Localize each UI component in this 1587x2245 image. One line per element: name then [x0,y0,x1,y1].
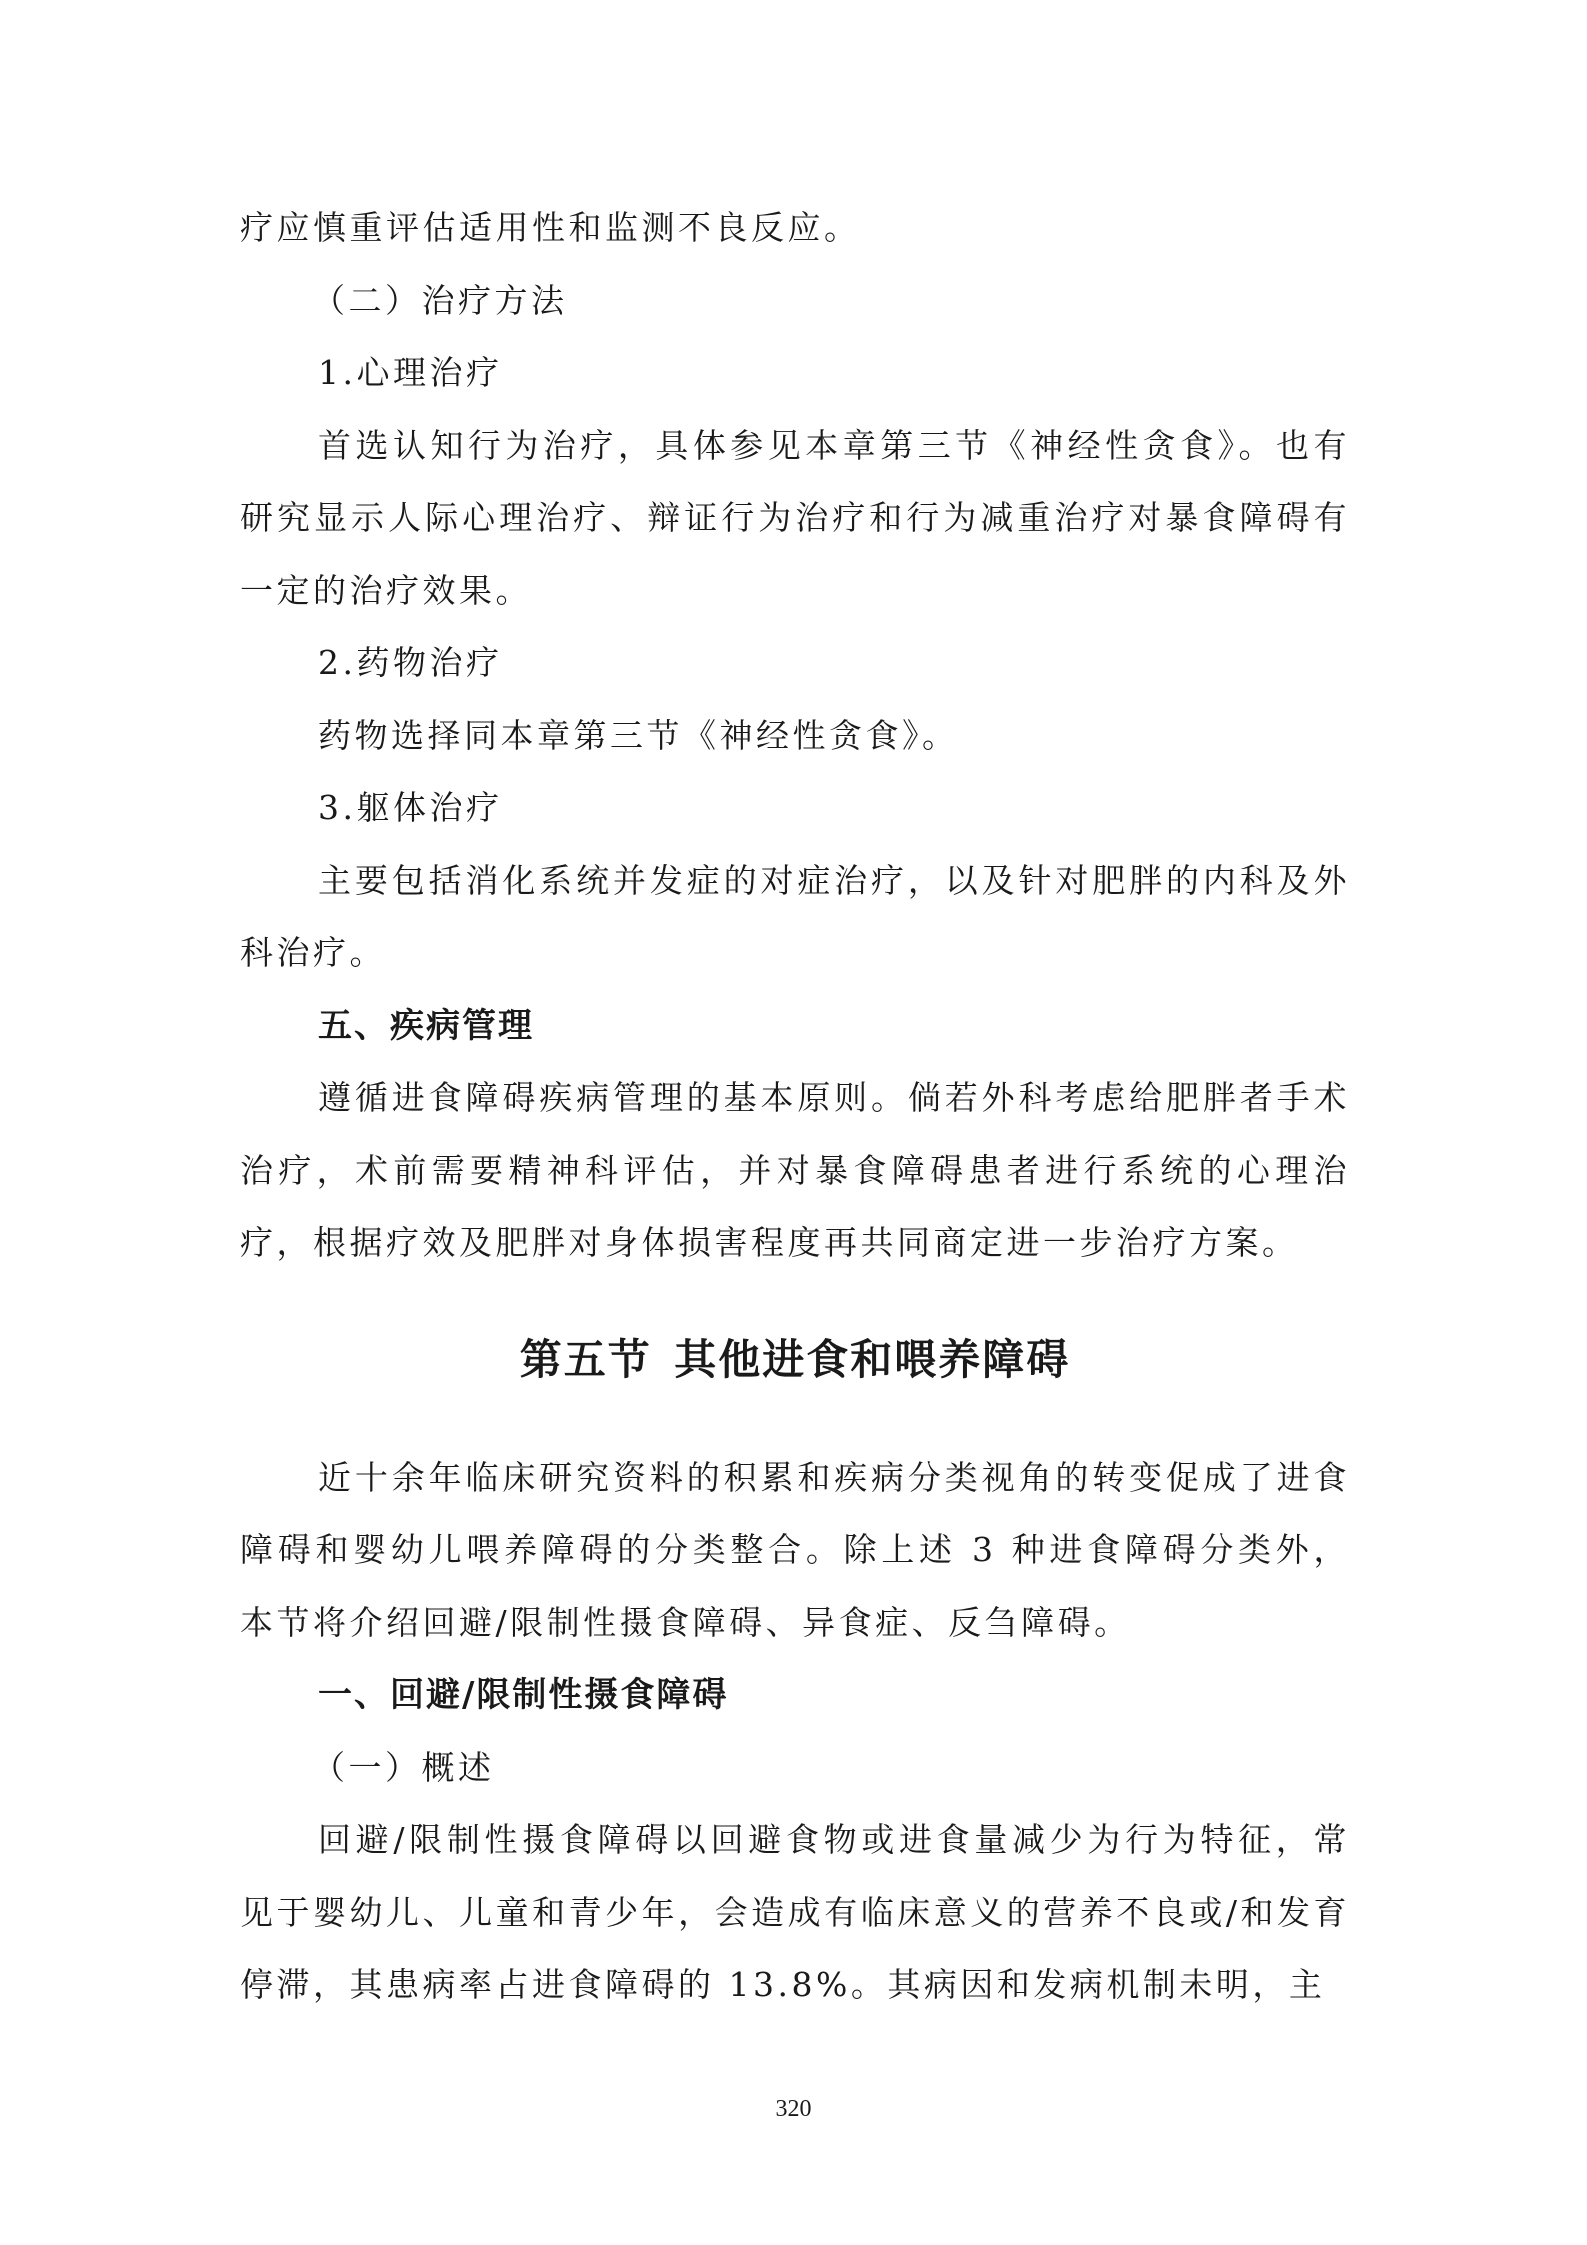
paragraph-psychotherapy: 首选认知行为治疗，具体参见本章第三节《神经性贪食》。也有研究显示人际心理治疗、辩证行为治疗和行为减重治疗对暴食障碍有一定的治疗效果。 [240,425,1350,610]
paragraph-arfid-overview: 回避/限制性摄食障碍以回避食物或进食量减少为行为特征，常见于婴幼儿、儿童和青少年，会造成有临床意义的营养不良或/和发育停滞，其患病率占进食障碍的 13.8%。其病因和发病机制未明，主 [240,1820,1350,2004]
section-title: 第五节 其他进食和喂养障碍 [519,1334,1071,1384]
heading-disease-management: 五、疾病管理 [318,1005,534,1046]
subheading-psychotherapy: 1.心理治疗 [318,353,503,392]
subheading-overview: （一）概述 [312,1747,495,1787]
heading-arfid: 一、回避/限制性摄食障碍 [318,1675,729,1715]
document-body [240,192,1350,2022]
paragraph-drug-therapy: 药物选择同本章第三节《神经性贪食》。 [318,715,959,755]
subheading-treatment-methods: （二）治疗方法 [312,280,568,320]
page-number: 320 [775,2096,812,2122]
paragraph-disease-management: 遵循进食障碍疾病管理的基本原则。倘若外科考虑给肥胖者手术治疗，术前需要精神科评估，并对暴食障碍患者进行系统的心理治疗，根据疗效及肥胖对身体损害程度再共同商定进一步治疗方案。 [240,1078,1350,1262]
paragraph-somatic-therapy: 主要包括消化系统并发症的对症治疗，以及针对肥胖的内科及外科治疗。 [240,860,1350,972]
paragraph-section-intro: 近十余年临床研究资料的积累和疾病分类视角的转变促成了进食障碍和婴幼儿喂养障碍的分类整合。除上述 3 种进食障碍分类外，本节将介绍回避/限制性摄食障碍、异食症、反刍障碍。 [240,1457,1350,1642]
subheading-drug-therapy: 2.药物治疗 [318,643,503,682]
subheading-somatic-therapy: 3.躯体治疗 [318,788,503,827]
paragraph-adverse-reactions: 疗应慎重评估适用性和监测不良反应。 [240,208,861,247]
